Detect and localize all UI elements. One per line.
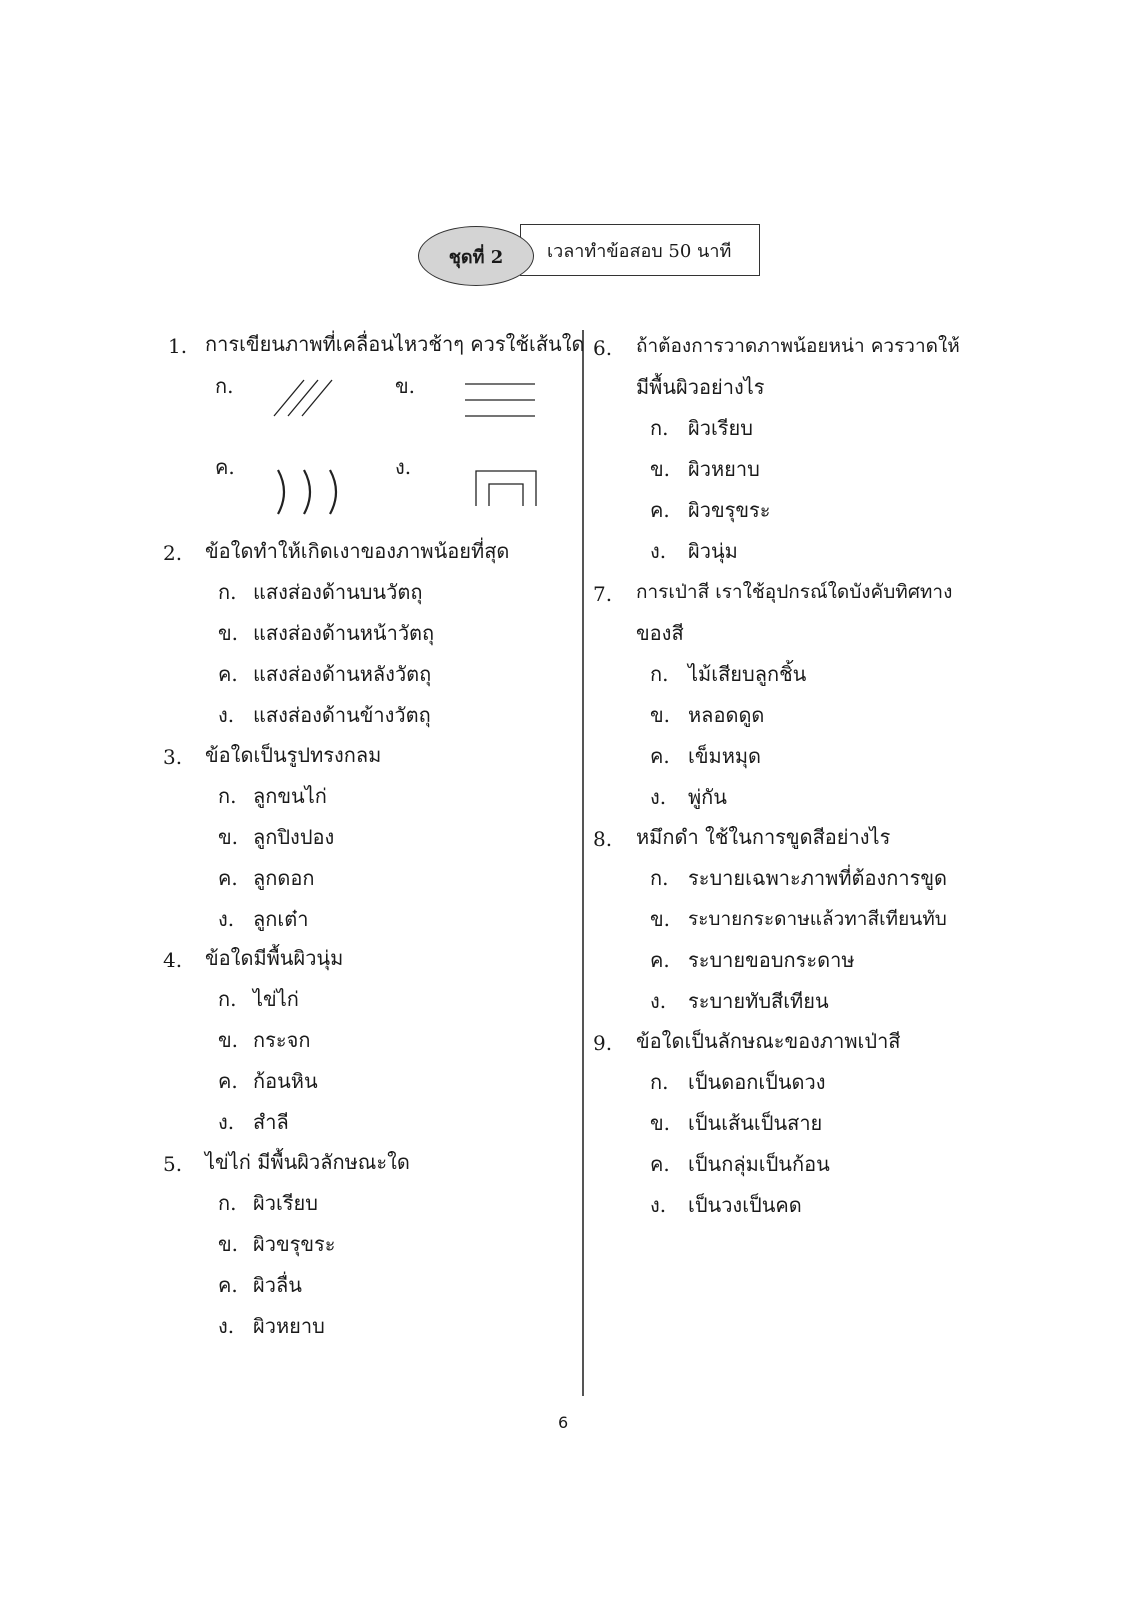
q7-option-d-text: พู่กัน <box>688 785 727 809</box>
q9-option-c-label: ค. <box>650 1152 670 1176</box>
q5-question: ไข่ไก่ มีพื้นผิวลักษณะใด <box>205 1150 410 1174</box>
q7-option-a-label: ก. <box>650 662 669 686</box>
q8-option-d-label: ง. <box>650 989 667 1013</box>
q2-option-a-text: แสงส่องด้านบนวัตถุ <box>253 580 423 604</box>
q6-option-b-label: ข. <box>650 457 671 481</box>
exam-set-badge: ชุดที่ 2 <box>418 226 534 286</box>
column-divider <box>582 330 584 1396</box>
horizontal-lines-figure <box>465 383 535 419</box>
q1-question: การเขียนภาพที่เคลื่อนไหวช้าๆ ควรใช้เส้นใด <box>205 332 585 356</box>
q6-option-c-label: ค. <box>650 498 670 522</box>
q1-option-c-label: ค. <box>215 455 235 479</box>
q8-number: 8. <box>593 827 613 851</box>
q5-option-a-text: ผิวเรียบ <box>253 1191 318 1215</box>
q2-question: ข้อใดทำให้เกิดเงาของภาพน้อยที่สุด <box>205 539 510 563</box>
q4-option-b-text: กระจก <box>253 1028 311 1052</box>
q2-option-a-label: ก. <box>218 580 237 604</box>
q9-option-b-label: ข. <box>650 1111 671 1135</box>
q9-option-a-label: ก. <box>650 1070 669 1094</box>
q6-option-d-label: ง. <box>650 539 667 563</box>
q8-option-a-text: ระบายเฉพาะภาพที่ต้องการขูด <box>688 866 948 890</box>
q2-option-b-label: ข. <box>218 621 239 645</box>
q4-option-d-text: สำลี <box>253 1110 289 1134</box>
q9-question: ข้อใดเป็นลักษณะของภาพเป่าสี <box>636 1029 901 1053</box>
q4-option-a-text: ไข่ไก่ <box>253 987 299 1011</box>
q3-option-d-text: ลูกเต๋า <box>253 907 309 931</box>
q7-option-d-label: ง. <box>650 785 667 809</box>
q2-option-c-text: แสงส่องด้านหลังวัตถุ <box>253 662 432 686</box>
diagonal-lines-figure <box>274 378 350 418</box>
q4-option-d-label: ง. <box>218 1110 235 1134</box>
q2-option-c-label: ค. <box>218 662 238 686</box>
q6-option-a-label: ก. <box>650 416 669 440</box>
q6-question-line1: ถ้าต้องการวาดภาพน้อยหน่า ควรวาดให้ <box>636 335 960 357</box>
q5-option-d-text: ผิวหยาบ <box>253 1314 325 1338</box>
q2-number: 2. <box>163 541 183 565</box>
q7-option-c-label: ค. <box>650 744 670 768</box>
q1-option-a-label: ก. <box>215 374 234 398</box>
q1-option-b-label: ข. <box>395 374 416 398</box>
exam-time-label: เวลาทำข้อสอบ 50 นาที <box>520 224 760 276</box>
q5-option-b-label: ข. <box>218 1232 239 1256</box>
q7-option-b-text: หลอดดูด <box>688 703 765 727</box>
q7-question-line1: การเป่าสี เราใช้อุปกรณ์ใดบังคับทิศทาง <box>636 581 953 603</box>
q9-option-b-text: เป็นเส้นเป็นสาย <box>688 1111 823 1135</box>
q7-option-b-label: ข. <box>650 703 671 727</box>
q1-number: 1. <box>168 334 188 358</box>
q8-option-b-label: ข. <box>650 907 671 931</box>
q4-option-a-label: ก. <box>218 987 237 1011</box>
q4-option-c-label: ค. <box>218 1069 238 1093</box>
nested-squares-figure <box>475 470 537 506</box>
q6-option-d-text: ผิวนุ่ม <box>688 539 738 563</box>
q3-option-a-text: ลูกขนไก่ <box>253 784 327 808</box>
q7-option-c-text: เข็มหมุด <box>688 744 762 768</box>
q5-option-b-text: ผิวขรุขระ <box>253 1232 336 1256</box>
q5-number: 5. <box>163 1152 183 1176</box>
q9-option-a-text: เป็นดอกเป็นดวง <box>688 1070 826 1094</box>
q3-question: ข้อใดเป็นรูปทรงกลม <box>205 743 382 767</box>
q3-option-d-label: ง. <box>218 907 235 931</box>
q3-option-b-label: ข. <box>218 825 239 849</box>
q9-number: 9. <box>593 1031 613 1055</box>
q5-option-c-label: ค. <box>218 1273 238 1297</box>
q8-option-c-text: ระบายขอบกระดาษ <box>688 948 855 972</box>
q6-option-b-text: ผิวหยาบ <box>688 457 760 481</box>
q6-number: 6. <box>593 336 613 360</box>
q3-option-a-label: ก. <box>218 784 237 808</box>
q8-option-a-label: ก. <box>650 866 669 890</box>
q8-option-c-label: ค. <box>650 948 670 972</box>
page-number: 6 <box>558 1413 569 1432</box>
q5-option-c-text: ผิวลื่น <box>253 1273 302 1297</box>
q4-option-c-text: ก้อนหิน <box>253 1069 318 1093</box>
q6-option-c-text: ผิวขรุขระ <box>688 498 771 522</box>
q7-number: 7. <box>593 582 613 606</box>
q6-question-line2: มีพื้นผิวอย่างไร <box>636 375 765 399</box>
q4-option-b-label: ข. <box>218 1028 239 1052</box>
q5-option-a-label: ก. <box>218 1191 237 1215</box>
curved-lines-figure <box>276 468 346 516</box>
q9-option-d-text: เป็นวงเป็นคด <box>688 1193 802 1217</box>
q8-question: หมึกดำ ใช้ในการขูดสีอย่างไร <box>636 825 891 849</box>
q5-option-d-label: ง. <box>218 1314 235 1338</box>
q1-option-d-label: ง. <box>395 455 412 479</box>
q2-option-d-label: ง. <box>218 703 235 727</box>
q7-option-a-text: ไม้เสียบลูกชิ้น <box>688 662 807 686</box>
q6-option-a-text: ผิวเรียบ <box>688 416 753 440</box>
q3-number: 3. <box>163 745 183 769</box>
q3-option-c-label: ค. <box>218 866 238 890</box>
q9-option-c-text: เป็นกลุ่มเป็นก้อน <box>688 1152 830 1176</box>
q4-question: ข้อใดมีพื้นผิวนุ่ม <box>205 946 344 970</box>
q8-option-d-text: ระบายทับสีเทียน <box>688 989 829 1013</box>
q4-number: 4. <box>163 948 183 972</box>
q2-option-d-text: แสงส่องด้านข้างวัตถุ <box>253 703 431 727</box>
q2-option-b-text: แสงส่องด้านหน้าวัตถุ <box>253 621 435 645</box>
q3-option-b-text: ลูกปิงปอง <box>253 825 335 849</box>
q9-option-d-label: ง. <box>650 1193 667 1217</box>
q7-question-line2: ของสี <box>636 621 684 645</box>
q3-option-c-text: ลูกดอก <box>253 866 315 890</box>
q8-option-b-text: ระบายกระดาษแล้วทาสีเทียนทับ <box>688 908 947 930</box>
